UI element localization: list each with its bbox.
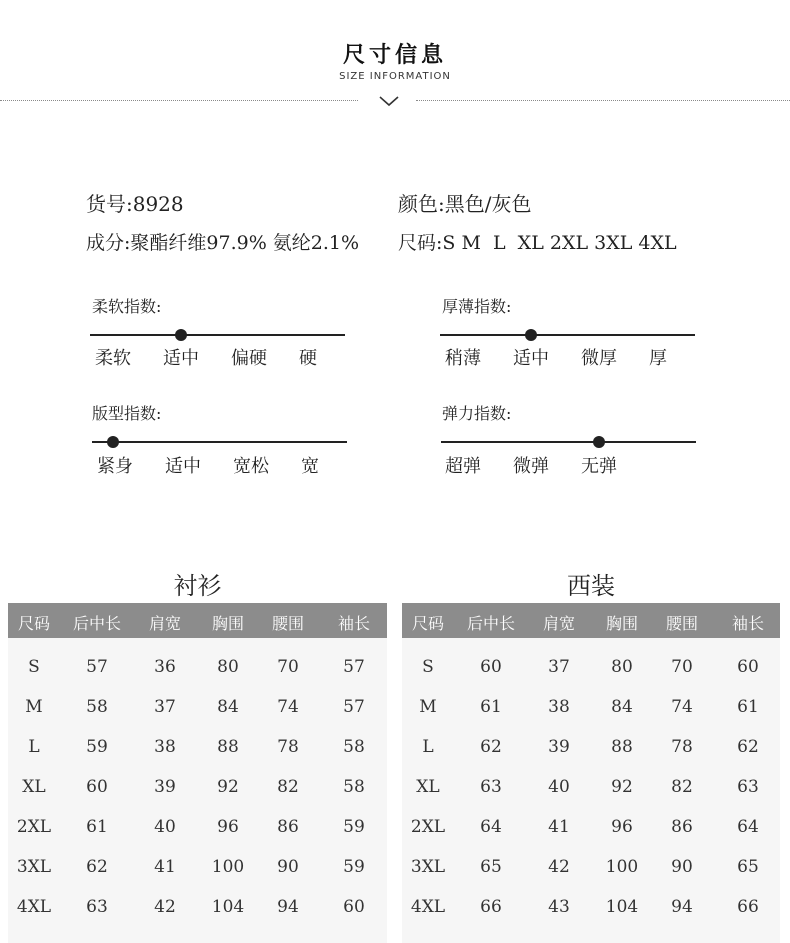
fit-index-marker (107, 436, 119, 448)
page-title: 尺寸信息 (342, 43, 447, 68)
table-cell: 96 (611, 817, 633, 837)
fit-index-title: 版型指数: (92, 404, 162, 423)
table-cell: 92 (217, 777, 239, 797)
elasticity-label: 微弹 (513, 456, 549, 477)
thickness-index-marker (525, 329, 537, 341)
table-cell: 80 (611, 657, 633, 677)
thickness-index-title: 厚薄指数: (442, 297, 512, 316)
elasticity-label: 超弹 (445, 456, 481, 477)
softness-label: 偏硬 (231, 348, 267, 369)
table-cell: 60 (480, 657, 502, 677)
table-cell: 58 (343, 737, 365, 757)
elasticity-index-marker (593, 436, 605, 448)
table-cell: XL (22, 777, 46, 797)
table-cell: 42 (154, 897, 176, 917)
table-cell: 37 (548, 657, 570, 677)
table-cell: 66 (480, 897, 502, 917)
table-cell: 90 (671, 857, 693, 877)
softness-label: 柔软 (95, 348, 131, 369)
table-cell: S (422, 657, 434, 677)
table-cell: 65 (480, 857, 502, 877)
table-cell: 62 (480, 737, 502, 757)
table-cell: 86 (671, 817, 693, 837)
table-cell: 4XL (410, 897, 446, 917)
table-cell: 3XL (16, 857, 52, 877)
table-cell: 62 (86, 857, 108, 877)
table-cell: 82 (671, 777, 693, 797)
table-cell: 104 (605, 897, 639, 917)
color-info: 颜色:黑色/灰色 (398, 192, 532, 216)
table-header-cell: 腰围 (271, 614, 305, 633)
table-header-cell: 后中长 (72, 614, 122, 633)
fit-label: 宽 (301, 456, 319, 477)
table-cell: 96 (217, 817, 239, 837)
table-cell: 61 (480, 697, 502, 717)
table-row (402, 688, 780, 728)
table-cell: M (419, 697, 437, 717)
thickness-index-line (440, 334, 695, 336)
table-cell: 2XL (16, 817, 52, 837)
table-cell: 92 (611, 777, 633, 797)
thickness-label: 微厚 (581, 348, 617, 369)
table-header-cell: 后中长 (466, 614, 516, 633)
table-cell: 59 (343, 817, 365, 837)
table-cell: 58 (343, 777, 365, 797)
table-row (402, 888, 780, 928)
table-header (402, 603, 780, 638)
table-cell: 60 (737, 657, 759, 677)
fit-index-line (92, 441, 347, 443)
shirt-size-table (8, 603, 387, 943)
table-cell: 86 (277, 817, 299, 837)
table-cell: L (28, 737, 40, 757)
table-cell: 40 (548, 777, 570, 797)
table-cell: 65 (737, 857, 759, 877)
table-header-cell: 肩宽 (542, 614, 576, 633)
elasticity-index-line (441, 441, 696, 443)
table-cell: 100 (605, 857, 639, 877)
fit-label: 紧身 (97, 456, 133, 477)
table-cell: 41 (154, 857, 176, 877)
table-row (8, 728, 387, 768)
table-row (402, 648, 780, 688)
table-cell: 80 (217, 657, 239, 677)
suit-table-title: 西装 (567, 572, 615, 600)
softness-label: 硬 (299, 348, 317, 369)
table-cell: XL (416, 777, 440, 797)
table-row (402, 768, 780, 808)
table-header-cell: 胸围 (605, 614, 639, 633)
table-cell: 88 (611, 737, 633, 757)
table-cell: 66 (737, 897, 759, 917)
table-cell: 63 (480, 777, 502, 797)
table-cell: 82 (277, 777, 299, 797)
elasticity-index-title: 弹力指数: (442, 404, 512, 423)
table-row (402, 808, 780, 848)
size-info: 尺码:S M L XL 2XL 3XL 4XL (398, 232, 677, 254)
table-header-cell: 袖长 (731, 614, 765, 633)
table-cell: 64 (480, 817, 502, 837)
table-cell: 57 (86, 657, 108, 677)
table-cell: 3XL (410, 857, 446, 877)
thickness-label: 适中 (513, 348, 549, 369)
table-cell: 59 (343, 857, 365, 877)
table-cell: 62 (737, 737, 759, 757)
table-cell: 38 (154, 737, 176, 757)
table-cell: S (28, 657, 40, 677)
table-cell: 37 (154, 697, 176, 717)
table-cell: 84 (611, 697, 633, 717)
table-cell: 42 (548, 857, 570, 877)
table-cell: 2XL (410, 817, 446, 837)
table-cell: 70 (277, 657, 299, 677)
table-row (8, 768, 387, 808)
table-cell: 100 (211, 857, 245, 877)
table-cell: 41 (548, 817, 570, 837)
softness-index-line (90, 334, 345, 336)
material-info: 成分:聚酯纤维97.9% 氨纶2.1% (86, 232, 360, 254)
table-cell: 74 (671, 697, 693, 717)
table-cell: 94 (277, 897, 299, 917)
table-header-cell: 袖长 (337, 614, 371, 633)
table-cell: 39 (548, 737, 570, 757)
table-cell: 61 (86, 817, 108, 837)
table-cell: L (422, 737, 434, 757)
divider-right (416, 100, 790, 101)
table-cell: 39 (154, 777, 176, 797)
table-cell: 84 (217, 697, 239, 717)
table-row (8, 648, 387, 688)
table-cell: 57 (343, 657, 365, 677)
table-header (8, 603, 387, 638)
table-cell: 40 (154, 817, 176, 837)
table-cell: 94 (671, 897, 693, 917)
table-cell: 104 (211, 897, 245, 917)
table-cell: 88 (217, 737, 239, 757)
table-cell: 61 (737, 697, 759, 717)
table-row (8, 808, 387, 848)
table-cell: 58 (86, 697, 108, 717)
thickness-label: 厚 (649, 348, 667, 369)
table-header-cell: 肩宽 (148, 614, 182, 633)
table-row (402, 728, 780, 768)
elasticity-label: 无弹 (581, 456, 617, 477)
table-cell: 4XL (16, 897, 52, 917)
table-row (8, 848, 387, 888)
thickness-label: 稍薄 (445, 348, 481, 369)
table-header-cell: 尺码 (17, 614, 51, 633)
table-row (8, 888, 387, 928)
table-row (402, 848, 780, 888)
table-cell: 74 (277, 697, 299, 717)
chevron-down-icon (378, 94, 400, 108)
table-cell: 78 (671, 737, 693, 757)
table-cell: M (25, 697, 43, 717)
fit-label: 宽松 (233, 456, 269, 477)
page-subtitle: SIZE INFORMATION (339, 71, 451, 82)
shirt-table-title: 衬衫 (173, 572, 222, 600)
table-cell: 36 (154, 657, 176, 677)
table-cell: 63 (86, 897, 108, 917)
table-cell: 60 (86, 777, 108, 797)
table-cell: 63 (737, 777, 759, 797)
table-cell: 59 (86, 737, 108, 757)
softness-label: 适中 (163, 348, 199, 369)
fit-label: 适中 (165, 456, 201, 477)
table-cell: 57 (343, 697, 365, 717)
table-cell: 43 (548, 897, 570, 917)
table-cell: 78 (277, 737, 299, 757)
suit-size-table (402, 603, 780, 943)
table-header-cell: 尺码 (411, 614, 445, 633)
divider-left (0, 100, 358, 101)
table-cell: 90 (277, 857, 299, 877)
table-header-cell: 胸围 (211, 614, 245, 633)
table-cell: 38 (548, 697, 570, 717)
table-row (8, 688, 387, 728)
softness-index-title: 柔软指数: (92, 297, 162, 316)
table-cell: 70 (671, 657, 693, 677)
table-cell: 60 (343, 897, 365, 917)
item-number: 货号:8928 (86, 192, 184, 216)
table-cell: 64 (737, 817, 759, 837)
softness-index-marker (175, 329, 187, 341)
table-header-cell: 腰围 (665, 614, 699, 633)
